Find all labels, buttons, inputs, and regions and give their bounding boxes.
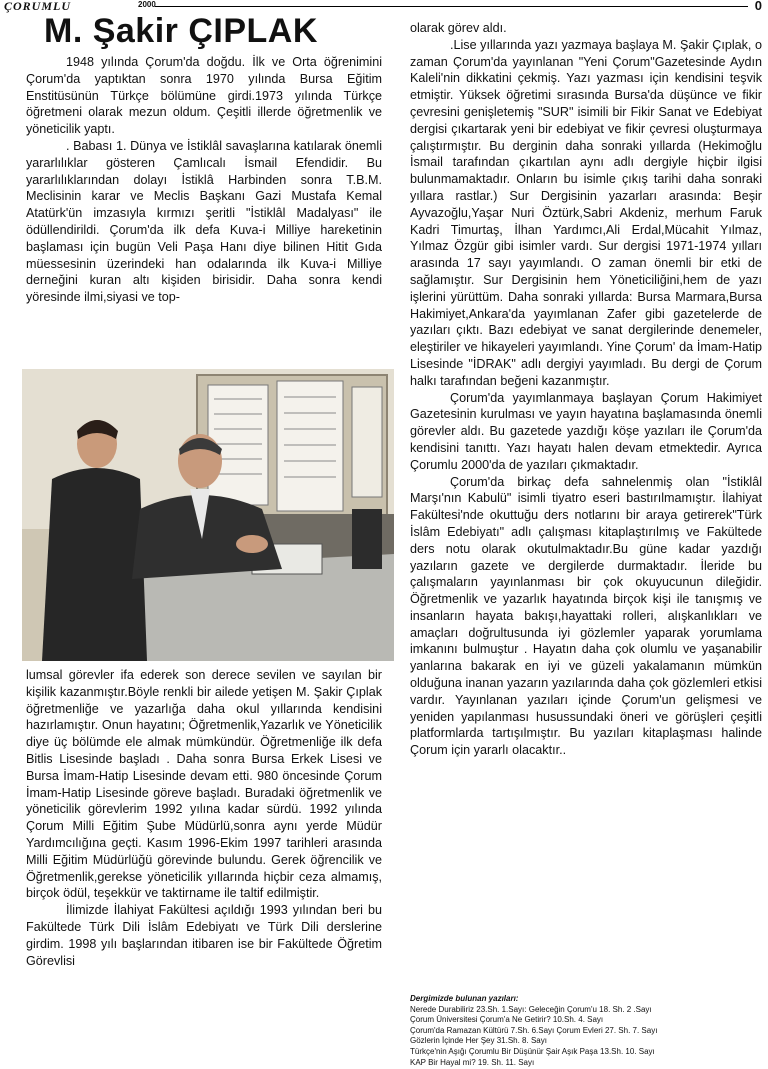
paragraph: . Babası 1. Dünya ve İstiklâl savaşlarına katılarak önemli yararlılıklar gösteren Çamlıcalı İsmail Efendidir. Bu yararlılıklarından dolayı İstiklâ Harbinden sonra T.B.M. Meclisinin karar ve Meclis Başkanı Gazi Mustafa Kemal Atatürk'ün imzasıyla kırmızı şeritli "İstiklâl Madalyası" ile ödüllendirildi. Çorum'da ilk defa Kuva-i Milliye hareketinin başlaması için bugün Veli Paşa Hanı diye bilinen Hitit Gıda müessesinin üzerindeki han odalarında ilk Kuva-i Milliye derneğini kuran altı kişiden birisidir. Daha sonra kendi yöresinde ilmi,siyasi ve top- [26, 138, 382, 305]
list-item: Çorum Üniversitesi Çorum'a Ne Getirir? 10.Sh. 4. Sayı [410, 1015, 604, 1025]
paragraph: İlimizde İlahiyat Fakültesi açıldığı 1993 yılından beri bu Fakültede Türk Dili İslâm Edebiyatı ve Türk Dili derslerine girdim. 1998 yılı başlarından itibaren ise bir Fakültede Öğretim Görevlisi [26, 903, 382, 968]
paragraph: olarak görev aldı. [410, 21, 507, 35]
list-item: Türkçe'nin Aşığı Çorumlu Bir Düşünür Şair Aşık Paşa 13.Sh. 10. Sayı [410, 1046, 655, 1056]
magazine-name: ÇORUMLU [4, 0, 72, 13]
paragraph: .Lise yıllarında yazı yazmaya başlaya M. Şakir Çıplak, o zaman Çorum'da yayınlanan "Yeni Çorum"Gazetesinde Aydın Kaleli'nin dikkatini çekmiş. Yazı yazması için kendisini teşvik etmiştir. Yüksek öğretimi sırasında Bursa'da düşünce ve fikir çevresini genişletemiş "SUR" isimili bir Fikir Sanat ve Edebiyat dergisi çıkartarak yeni bir edebiyat ve fikir çevresi oluşturmaya çalıştırmıştır. Bu derginin daha sonraki yıllarda (Hekimoğlu İsmail tarafından çıkartılan aynı adlı dergiyle hiçbir ilgisi bulunmamaktadır. Onların bu isimle çıkış tarihi daha sonraki yıllara rastlar.) Sur Dergisinin yazarları arasında: Beşir Ayvazoğlu,Yaşar Nuri Öztürk,Sabri Akdeniz, merhum Faruk Kadri Timurtaş, İlhan Yardımcı,Ali Erdal,Mücahit Yılmaz, Yılmaz Özgür gibi isimler vardı. Sur dergisi 1971-1974 yılları arasında 17 sayı yayımlandı. O zaman önemli bir etki de sağlamıştır. Sur Dergisinin hem Yöneticiliğini,hem de yazı işlerini yürüttüm. Daha sonraki yıllarda: Bursa Marmara,Bursa Hakimiyet,Ankara'da yayımlanan Zafer gibi gazetelerde de yazıları çıktı. Bazı edebiyat ve sanat dergilerinde denemeler, eleştiriler ve hikayeleri yayımlandı. Yine Çorum' da İmam-Hatip Lisesinde "İDRAK" adlı dergiyi yayımladı. Bu dergi de Çorum halkı tarafından beğeni kazanmıştır. [410, 37, 762, 388]
list-item: Nerede Durabiliriz 23.Sh. 1.Sayı: Geleceğin Çorum'u 18. Sh. 2 .Sayı [410, 1004, 652, 1014]
paragraph: lumsal görevler ifa ederek son derece sevilen ve sayılan bir kişilik kazanmıştır.Böyle renkli bir ailede yetişen M. Şakir Çıplak öğretmenliğe ve yazarlığa daha okul yıllarında kendisini hazırlamıştır. Onun hayatını; Öğretmenlik,Yazarlık ve Yöneticilik diye üç bölümde ele almak mümkündür. Öğretmenliğe ilk defa Bitlis Lisesinde başladı . Daha sonra Bursa Erkek Lisesi ve Bursa İmam-Hatip Lisesinde devam etti. 980 öncesinde Çorum İmam-Hatip Lisesinde göreve başladı. Buradaki öğretmenlik ve yöneticilik görevlerim 1992 yılına kadar sürdü. 1992 yılında Çorum Milli Eğitim Şube Müdürlü,sonra aynı yerde Müdür Yardımcılığına geçti. Kasım 1996-Ekim 1997 tarihleri arasında Milli Eğitim Müdürlüğü görevinde bulundu. Gerek öğrencilik ve Öğretmenlik,gerekse yöneticilik yıllarında hiçbir ceza almamış, birçok ödül, teşekkür ve taktirname ile taltif edilmiştir. [26, 668, 382, 901]
paragraph: Çorum'da yayımlanmaya başlayan Çorum Hakimiyet Gazetesinin kurulması ve yayın hayatına başlamasında önemli görevler aldı. Bu gazetede yazdığı köşe yazıları ile Çorum'da kendisini tanıttı. Yazı hayatı halen devam etmektedir. Ayrıca Çorumlu 2000'da de yazıları çıkmaktadır. [410, 390, 762, 472]
issue-label: 2000 [138, 0, 156, 9]
left-column-bottom [26, 667, 382, 969]
right-column [410, 20, 762, 759]
list-item: Gözlerin İçinde Her Şey 31.Sh. 8. Sayı [410, 1036, 547, 1046]
article-title: M. Şakir ÇIPLAK [44, 12, 318, 50]
list-item: KAP Bir Hayal mi? 19. Sh. 11. Sayı [410, 1057, 535, 1067]
articles-list [410, 994, 762, 1068]
photo-illustration [22, 369, 394, 661]
articles-list-heading: Dergimizde bulunan yazıları: [410, 994, 519, 1003]
left-column-top [26, 54, 382, 306]
header-rule [155, 6, 748, 7]
paragraph: Çorum'da birkaç defa sahnelenmiş olan "İstiklâl Marşı'nın Kabulü" isimli tiyatro eseri bastırılmamıştır. İlahiyat Fakültesi'nde okuttuğu ders notlarını bir araya getirerek"Türk İslâm Edebiyatı" adlı çalışması kitaplaştırılmış ve Fakültede ders notu olarak okutulmaktadır.Bu güne kadar yazdığı yazıların gazete ve dergilerde durmaktadır. İleride bu çalışmaların yayınlanması bir çok okuyucunun dileğidir. Öğretmenlik ve yazarlık hayatında birçok kişi ile tanışmış ve insanların hayata bakışı,hayattaki rolleri, alışkanlıkları ve amaçları doğrultusunda iyi gözlemler yaparak yorumlama imkanını bulmuştur . Hayatın daha çok olumlu ve yaşanabilir yanlarına bakarak en iyi ve güzeli yakalamanın mümkün olduğuna inanan yazarın yazılarında daha çok gözlemleri etkisi vardır. Yayınlanan yazıları içinde Çorum'un gelişmesi ve yeniden yapılanması husussundaki öneri ve görüşleri çeşitli platformlarda tartışılmıştır. Bu yazıları kitaplaşması halinde Çorum için yararlı olacaktır.. [410, 474, 762, 758]
page-number: 0 [754, 0, 762, 13]
list-item: Çorum'da Ramazan Kültürü 7.Sh. 6.Sayı Çorum Evleri 27. Sh. 7. Sayı [410, 1025, 658, 1035]
paragraph: 1948 yılında Çorum'da doğdu. İlk ve Orta öğrenimini Çorum'da yaptıktan sonra 1970 yılında Bursa Eğitim Enstitüsünün Türkçe bölümüne girdi.1973 yılında Türkçe öğretmeni olarak mezun oldum. Çeşitli illerde öğretmenlik ve yöneticilik yaptı. [26, 55, 382, 137]
portrait-photo [22, 369, 394, 661]
